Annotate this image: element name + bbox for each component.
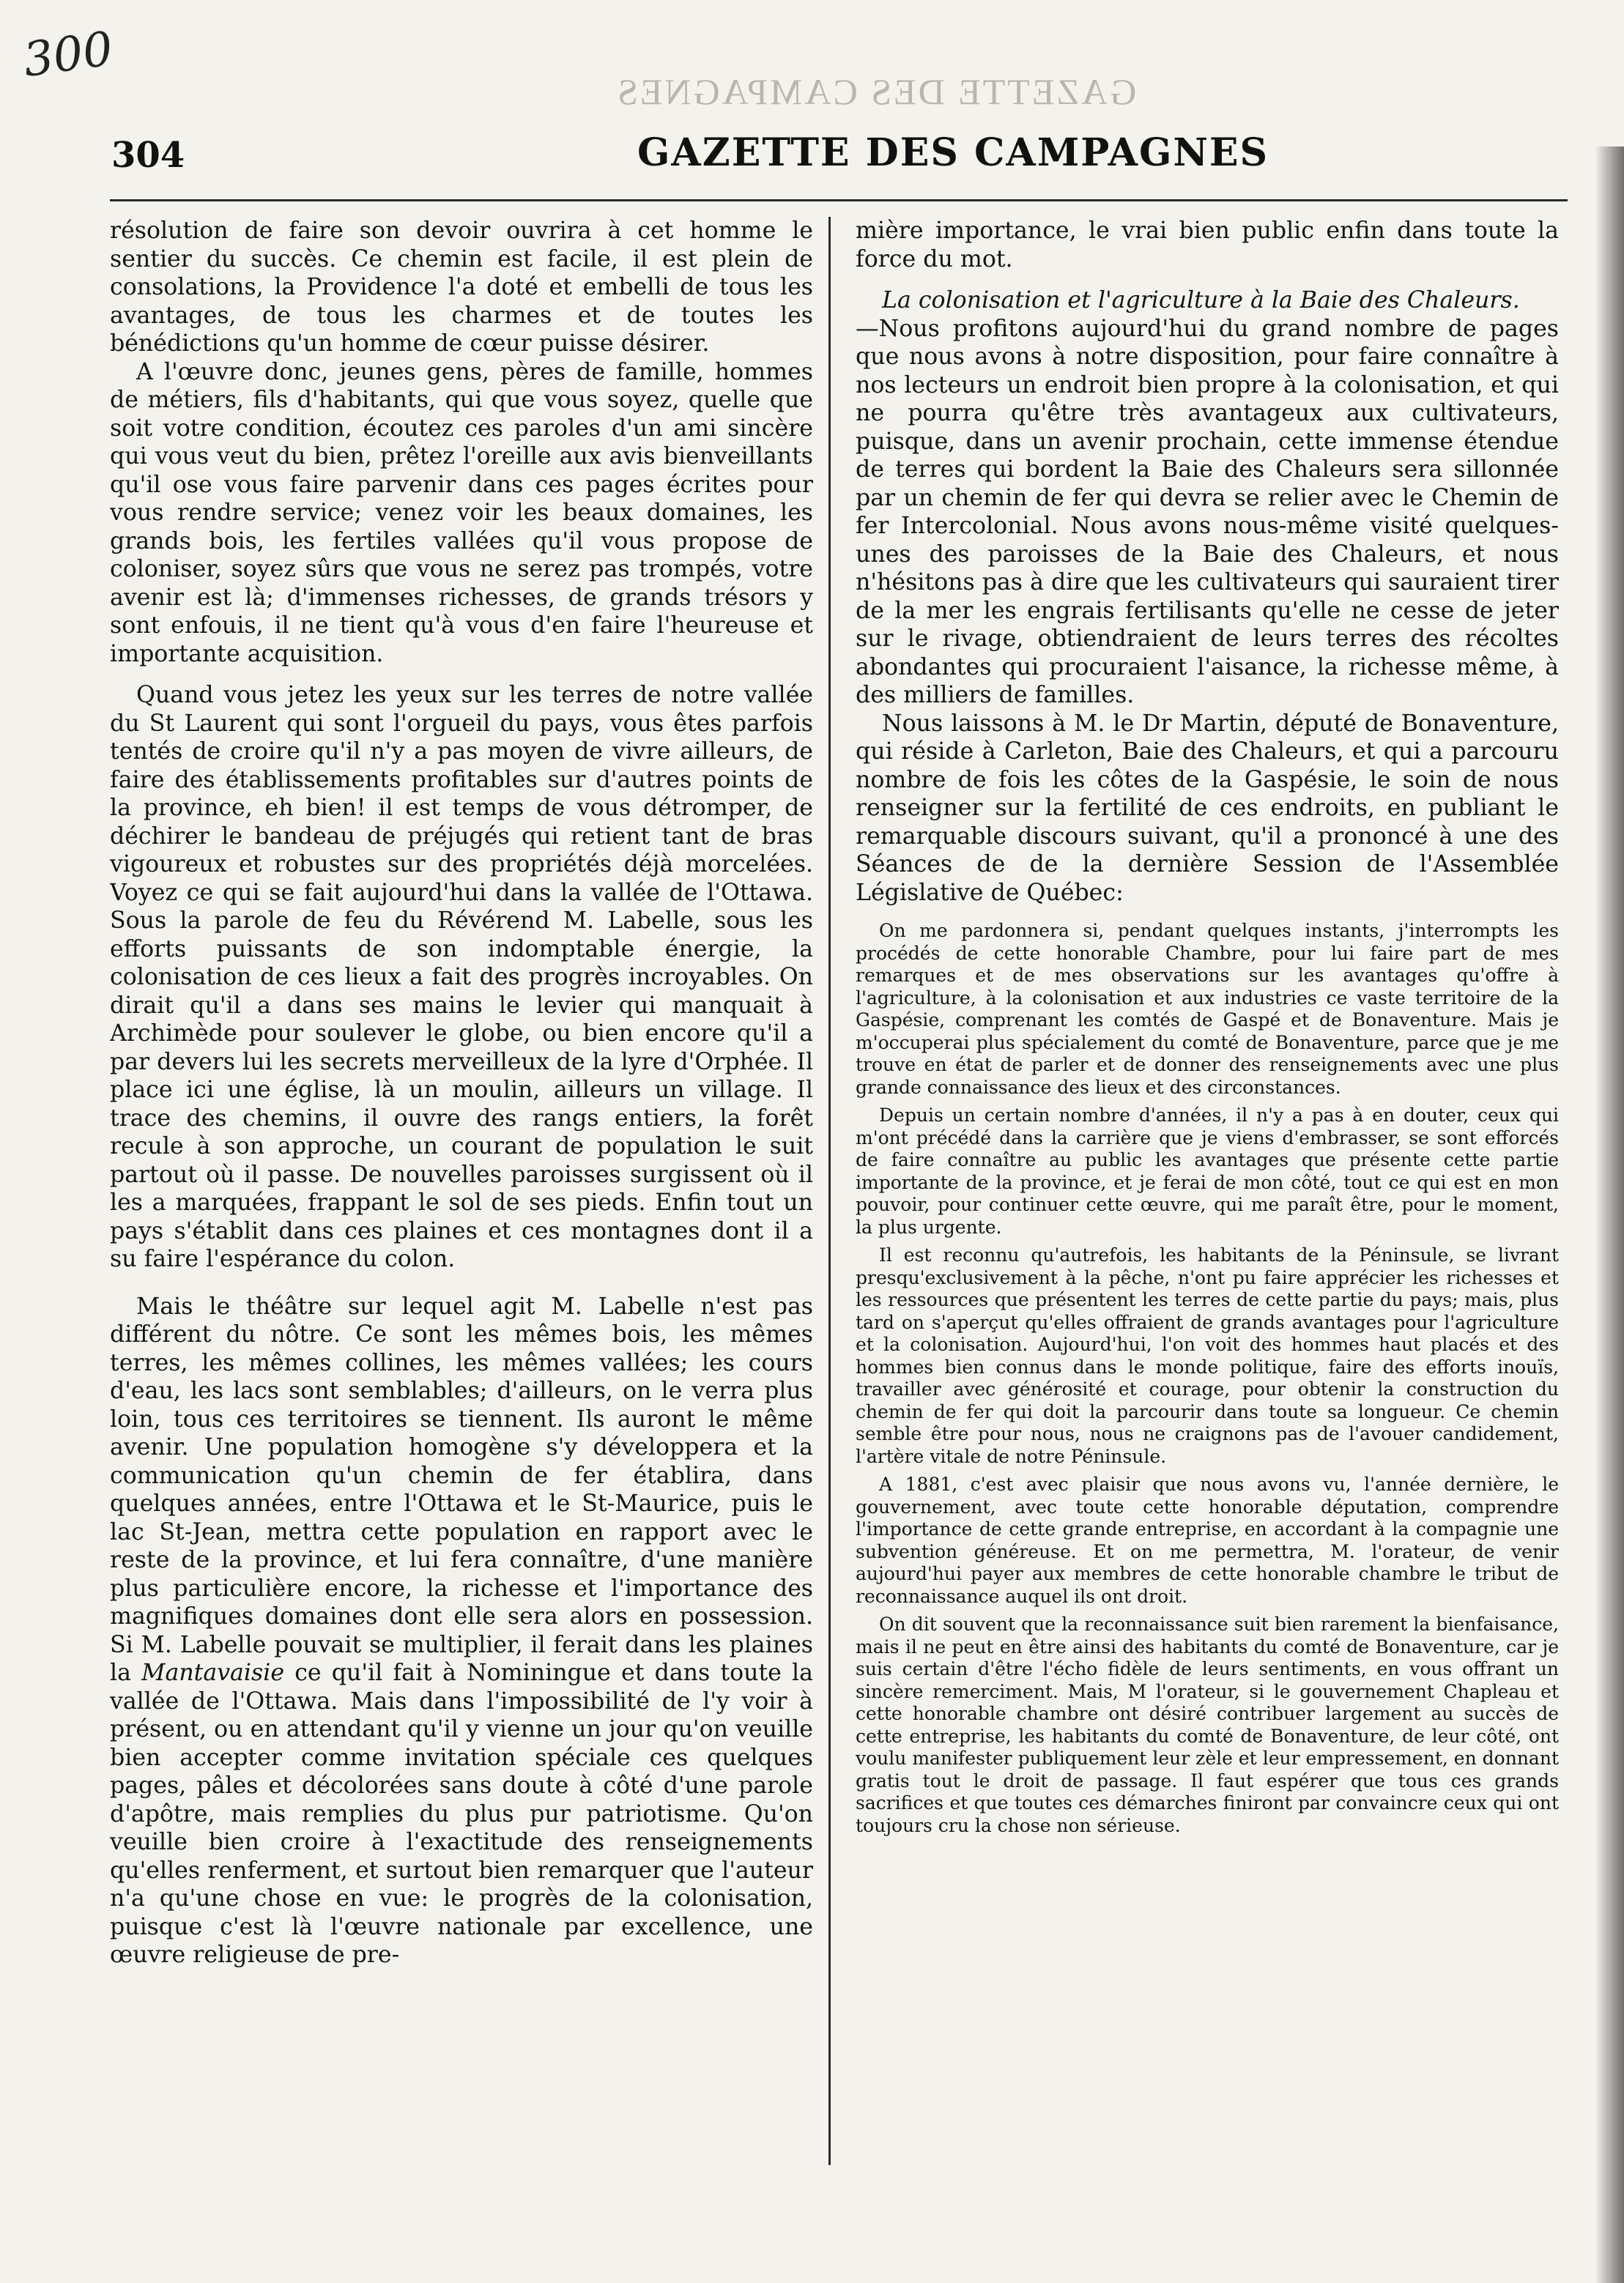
left-column: [110, 217, 813, 2194]
right-paragraph-2: Nous laissons à M. le Dr Martin, député de Bonaventure, qui réside à Carleton, Baie des Chaleurs, et qui a parcouru nombre de fois les côtes de la Gaspésie, le soin de nous renseigner sur la fertilité de ces endroits, en publiant le remarquable discours suivant, qu'il a prononcé à une des Séances de de la dernière Session de l'Assemblée Législative de Québec:: [856, 710, 1559, 906]
left-paragraph-4-part-b: ce qu'il fait à Nominingue et dans toute la vallée de l'Ottawa. Mais dans l'impossibilité de l'y voir à présent, ou en attendant qu'il y vienne un jour qu'on veuille bien accepter comme invitation spéciale ces quelques pages, pâles et décolorées sans doute à côté d'une parole d'apôtre, mais remplies du plus pur patriotisme. Qu'on veuille bien croire à l'exactitude des renseignements qu'elles renferment, et surtout bien remarquer que l'auteur n'a qu'une chose en vue: le progrès de la colonisation, puisque c'est là l'œuvre nationale par excellence, une œuvre religieuse de pre-: [110, 1660, 813, 1968]
mantavaisie-italic: Mantavaisie: [141, 1660, 285, 1686]
speech-paragraph-4: A 1881, c'est avec plaisir que nous avons vu, l'année dernière, le gouvernement, avec toute cette honorable députation, comprendre l'importance de cette grande entreprise, en accordant à la compagnie une subvention généreuse. Et on me permettra, M. l'orateur, de venir aujourd'hui payer aux membres de cette honorable chambre le tribut de reconnaissance auquel ils ont droit.: [856, 1474, 1559, 1607]
speech-block: [856, 920, 1559, 1837]
section-intro: —Nous profitons aujourd'hui du grand nombre de pages que nous avons à notre disposition, pour faire connaître à nos lecteurs un endroit bien propre à la colonisation, et qui ne pourra qu'être très avantageux aux cultivateurs, puisque, dans un avenir prochain, cette immense étendue de terres qui bordent la Baie des Chaleurs sera sillonnée par un chemin de fer qui devra se relier avec le Chemin de fer Intercolonial. Nous avons nous-même visité quelques-unes des paroisses de la Baie des Chaleurs, et nous n'hésitons pas à dire que les cultivateurs qui sauraient tirer de la mer les engrais fertilisants qu'elle ne cesse de jeter sur le rivage, obtiendraient de leurs terres des récoltes abondantes qui procuraient l'aisance, la richesse même, à des milliers de familles.: [856, 315, 1559, 708]
page-number: 304: [111, 135, 185, 176]
masthead-title: GAZETTE DES CAMPAGNES: [637, 130, 1269, 175]
section-title: La colonisation et l'agriculture à la Baie des Chaleurs.: [882, 287, 1520, 313]
bleed-through-masthead: GAZETTE DES CAMPAGNES: [615, 71, 1137, 112]
page-edge-shadow: [1595, 146, 1624, 2283]
right-continuation: mière importance, le vrai bien public enfin dans toute la force du mot.: [856, 218, 1559, 272]
section-heading: [856, 286, 1559, 315]
header-rule: [110, 199, 1568, 201]
handwritten-page-number: 300: [20, 21, 116, 89]
speech-paragraph-2: Depuis un certain nombre d'années, il n'y a pas à en douter, ceux qui m'ont précédé dans la carrière que je viens d'embrasser, se sont efforcés de faire connaître au public les avantages que présente cette partie importante de la province, et je ferai de mon côté, tout ce qui est en mon pouvoir, pour continuer cette œuvre, qui me paraît être, pour le moment, la plus urgente.: [856, 1105, 1559, 1238]
speech-paragraph-1: On me pardonnera si, pendant quelques instants, j'interrompts les procédés de cette honorable Chambre, pour lui faire part de mes remarques et de mes observations sur les avantages qu'offre à l'agriculture, à la colonisation et aux industries ce vaste territoire de la Gaspésie, comprenant les comtés de Gaspé et de Bonaventure. Mais je m'occuperai plus spécialement du comté de Bonaventure, parce que je me trouve en état de parler et de donner des renseignements avec une plus grande connaissance des lieux et des circonstances.: [856, 920, 1559, 1098]
column-divider: [828, 217, 831, 2165]
speech-paragraph-5: On dit souvent que la reconnaissance suit bien rarement la bienfaisance, mais il ne peut en être ainsi des habitants du comté de Bonaventure, car je suis certain d'être l'écho fidèle de leurs sentiments, en vous offrant un sincère remerciment. Mais, M l'orateur, si le gouvernement Chapleau et cette honorable chambre ont désiré contribuer largement au succès de cette entreprise, les habitants du comté de Bonaventure, de leur côté, ont voulu manifester publiquement leur zèle et leur empressement, en donnant gratis tout le droit de passage. Il faut espérer que tous ces grands sacrifices et que toutes ces démarches finiront par convaincre ceux qui ont toujours cru la chose non sérieuse.: [856, 1614, 1559, 1836]
left-paragraph-4-part-a: Mais le théâtre sur lequel agit M. Labelle n'est pas différent du nôtre. Ce sont les mêmes bois, les mêmes terres, les mêmes collines, les mêmes vallées; les cours d'eau, les lacs sont semblables; d'ailleurs, on le verra plus loin, tous ces territoires se tiennent. Ils auront le même avenir. Une population homogène s'y développera et la communication qu'un chemin de fer établira, dans quelques années, entre l'Ottawa et le St-Maurice, puis le lac St-Jean, mettra cette population en rapport avec le reste de la province, et lui fera connaître, d'une manière plus particulière encore, la richesse et l'importance des magnifiques domaines dont elle sera alors en possession. Si M. Labelle pouvait se multiplier, il ferait dans les plaines la: [110, 1293, 813, 1686]
speech-paragraph-3: Il est reconnu qu'autrefois, les habitants de la Péninsule, se livrant presqu'exclusivement à la pêche, n'ont pu faire apprécier les richesses et les ressources que présentent les terres de cette partie du pays; mais, plus tard on s'aperçut qu'elles offraient de grands avantages pour l'agriculture et la colonisation. Aujourd'hui, l'on voit des hommes haut placés et des hommes bien connus dans le monde politique, faire des efforts inouïs, travailler avec générosité et courage, pour obtenir la construction du chemin de fer qui doit la parcourir dans toute sa longueur. Ce chemin semble être pour nous, nous ne craignons pas de l'avouer candidement, l'artère vitale de notre Péninsule.: [856, 1244, 1559, 1467]
left-paragraph-1: résolution de faire son devoir ouvrira à cet homme le sentier du succès. Ce chemin est facile, il est plein de consolations, la Providence l'a doté et embelli de tous les avantages, de tous les charmes et de toutes les bénédictions qu'un homme de cœur puisse désirer.: [110, 218, 813, 357]
left-paragraph-2: A l'œuvre donc, jeunes gens, pères de famille, hommes de métiers, fils d'habitants, qui que vous soyez, quelle que soit votre condition, écoutez ces paroles d'un ami sincère qui vous veut du bien, prêtez l'oreille aux avis bienveillants qu'il ose vous faire parvenir dans ces pages écrites pour vous rendre service; venez voir les beaux domaines, les grands bois, les fertiles vallées qu'il vous propose de coloniser, soyez sûrs que vous ne serez pas trompés, votre avenir est là; d'immenses richesses, de grands trésors y sont enfouis, il ne tient qu'à vous d'en faire l'heureuse et importante acquisition.: [110, 358, 813, 667]
right-column: [856, 217, 1559, 2194]
left-paragraph-4: [110, 1293, 813, 1970]
left-paragraph-3: Quand vous jetez les yeux sur les terres de notre vallée du St Laurent qui sont l'orgueil du pays, vous êtes parfois tentés de croire qu'il n'y a pas moyen de vivre ailleurs, de faire des établissements profitables sur d'autres points de la province, eh bien! il est temps de vous détromper, de déchirer le bandeau de préjugés qui retient tant de bras vigoureux et robustes sur des propriétés déjà morcelées. Voyez ce qui se fait aujourd'hui dans la vallée de l'Ottawa. Sous la parole de feu du Révérend M. Labelle, sous les efforts puissants de son indomptable énergie, la colonisation de ces lieux a fait des progrès incroyables. On dirait qu'il a dans ses mains le levier qui manquait à Archimède pour soulever le globe, ou bien encore qu'il a par devers lui les secrets merveilleux de la lyre d'Orphée. Il place ici une église, là un moulin, ailleurs un village. Il trace des chemins, il ouvre des rangs entiers, la forêt recule à son approche, un courant de population le suit partout où il passe. De nouvelles paroisses surgissent où il les a marquées, frappant le sol de ses pieds. Enfin tout un pays s'établit dans ces plaines et ces montagnes dont il a su faire l'espérance du colon.: [110, 682, 813, 1272]
